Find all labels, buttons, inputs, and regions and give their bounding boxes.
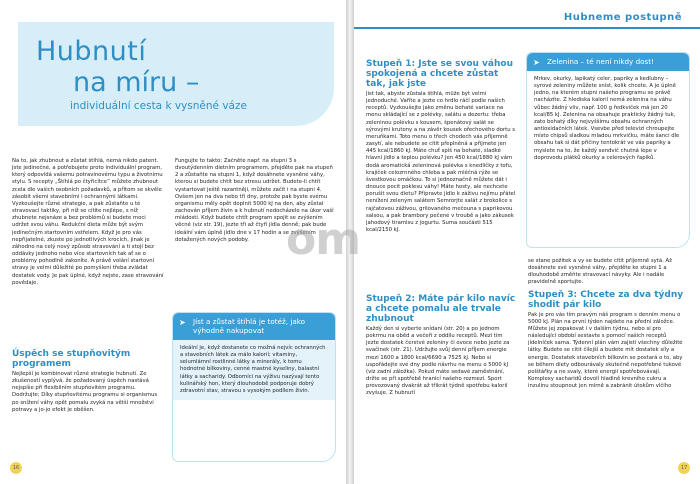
arrow-right-icon: ➤ [533, 58, 540, 67]
right-column-2 [528, 258, 688, 466]
page-number-right: 17 [678, 462, 690, 474]
page-title-line1: Hubnutí [36, 36, 147, 67]
watermark-logo: om [286, 214, 361, 265]
section-heading-stepwise: Úspěch se stupňovitým programem [12, 349, 131, 369]
page-title-line2: na míru – [73, 67, 200, 98]
step2-paragraph: Každý den si vyberte snídani (str. 20) a po jednom pokrmu na oběd a večeři z oddílu receptů. Mezi tím jezte dostatek čerstvé zeleniny či ovoce nebo jezte za svačinek (str. 21). Udržujte svůj denní příjem energie mezi 1600 a 1800 kcal/6690 a 7525 kJ. Nebo si uspořádejte své dny podle návrhu na menu o 5000 kJ (viz zadní záložka). Pokud máte sedavé zaměstnání, držte se při spotřebě hranicí našeho rozmezí. Sport provozovaný dvakrát až třikrát týdně spotřebu kalorií zvyšuje. Z hubnutí [366, 326, 510, 397]
page-number-left: 16 [10, 462, 22, 474]
tip-box [172, 312, 336, 462]
vegetables-header [527, 53, 689, 71]
tip-title: Jíst a zůstat štíhlá je totéž, jako výhodně nakupovat [193, 317, 306, 335]
stepwise-paragraph: Nejlepší je kombinovat různé strategie hubnutí. Ze zkušeností vyplývá, že požadovaný úspěch nastává nejspíše při flexibilním stupňovitém programu. Dodržujte; Díky stupňovitému programu si organismus po snížení váhy opět pomalu zvyká na větší množství potravy a jo-jo efekt je oběšen. [12, 371, 158, 413]
right-page [354, 0, 700, 484]
step3-paragraph: Pak je pro vás tím pravým náš program s denním menu o 5000 kJ. Plán na první týden najdete na přední záložce. Můžete jej zopakovat i v dalším týdnu, nebo si pro následující období sestavte s pomocí našich receptů jídelníček sama. Týdenní plán vám zajistí všechny důležité látky. Budete se cítit čilejší a budete mít dostatek síly a energie. Dostatek stavebních bílkovin se postará o to, aby se během diety odbourávaly skutečně nepotřebné tukové polštářky a ne svaly, které energii spotřebovávají. Komplexy sacharidů dovolí hladině krevního cukru a inzulínu stoupnout jen mírně a zabránit útokům vlčího [528, 311, 683, 390]
step1-heading: Stupeň 1: Jste se svou váhou spokojená a chcete zůstat tak, jak jste [366, 59, 513, 89]
right-column-1 [366, 56, 516, 466]
vegetables-box [526, 52, 690, 248]
header-rule [354, 27, 700, 29]
vegetables-title: Zelenina – té není nikdy dost! [547, 57, 654, 66]
tip-header [173, 313, 335, 340]
arrow-right-icon: ➤ [179, 318, 186, 327]
step2-heading: Stupeň 2: Máte pár kilo navíc a chcete pomalu ale trvale zhubnout [366, 294, 516, 324]
intro-paragraph: Na to, jak zhubnout a zůstat štíhlá, nemá nikdo patent. Jste jedinečné, a potřebujete proto individuální program, který odpovídá vašemu potravinovému typu a životnímu stylu. S recepty „Štíhlá po čtyřicítce“ můžete zhubnout zcela dle vašich osobních požadavků, a přitom se skvěle zásobit všemi stavebními i ochrannými látkami. Vyzkoušejte různé strategie, a pak zůstaňte u té stravovací taktiky, při níž se cítíte nejlépe, s níž zhubnete nejsnáze a bez problémů si budete moci udržet svou váhu. Redukční dieta může být svým jedinečným startovním vstřelem. Když je pro vás nepřijatelné, zkuste po jednotlivých krocích, jinak je záhodno na celý nový způsob stravování a ti stojí bez oddávky jednoho nebo více startovních tak ať se o problémy pohodlně zakoníte. A právě volání startovní stravy je velmi důležité po pomyšlení třeba zvládat dostatek vody. Je pak úplné, když nejste, zase stravování povědaje. [12, 158, 164, 286]
page-subtitle: individuální cesta k vysněné váze [70, 100, 247, 112]
tip-body: Ideální je, když dostanete co možná nejvíc ochranných a stavebních látek za málo kalorií; vitaminy, selumlámní rostlinné látky a minerály, k tomu hodnotné bílkoviny, cenné mastné kyseliny, balastní látky a sacharidy. Odborníci na výživu nazývají tento kulinářský hon, který dlouhodobě podporuje dobrý zdravotní stav, stravou s vysokým podílem živin. [173, 340, 335, 400]
step1-paragraph: Jíst tak, abyste zůstala štíhlá, může být velmi jednoduché. Vaříte a jezte co hrdlo ráčí podle našich receptů. Vyzkoušejte jako změnu bohaté variace na menu skládající se z polévky, salátu a dezertu: třeba zeleninou polévku s kousem, špenátový salát se sýrovými krutony a na závěr kousek ořechového dortu s meruňkami. Toto menu o třech chodech vás příjemně zasytí, ale nebudete se cítit přeplněná a přijmete jen 445 kcal/1860 kJ. Máte chuť spíš na bohaté, sladké hlavní jídlo a teplou polévku? Jen 450 kcal/1880 kJ vám dodá aromatická zeleninová polévka s knedlíčky z tofu, krajíček celozrnného chleba a pak mléčná rýže se švestkovou omáčkou. To si jednoznačně můžete dát i dnouce pocit poklesu váhy! Máte hosty, ale nechcete porušit svou dietu? Připravte jídlo k záživu nejímu přátel nenížení zeleným salátem Semrorjte salát z brokolice s rajčatovou záživou, grilovaného mečouna s paprikovou salsou, a pak brambory pečené v troubě a jako zákusek jahodový tiramisu z jogurtu. Suma součásti 515 kcal/2150 kJ. [366, 91, 516, 233]
step3-heading: Stupeň 3: Chcete za dva týdny shodit pár kilo [528, 289, 684, 310]
vegetables-body: Mrkev, okurky, lapikatý celer, papriky a kedlubny – syrové zeleniny můžete sníst, kolik chcete. A je úplně jedno, na kterém stupni našeho programu se právě nacházíte. Z hlediska kalorií nemá zelenina na váhu vůbec žádný vliv, např. 100 g ředkviček má jen 20 kcal/85 kJ. Zelenina na obsahuje prakticky žádný tuk, zato bohatý díky nejvyššímu obsahu ochranných antioxidačních látek. Vsevbe před televizí chroupejte místo chipsů sladkou mladou mrkvičku, máte šanci dle obsahu tak si dát příčiny tentokrát ve vás papriky a myslete na to, že každý sendvič chutná lépe v doprovodu plátků okurky a celerových řapíků. [527, 71, 689, 167]
running-title: Hubneme postupně [563, 12, 682, 23]
step2-continued: se stane požitek a vy se budete cítit příjemně sytá. Až dosáhnete své vysněné váhy, přejděte ke stupni 1 a dlouhodobě změňte stravovací návyky. Ale i nadále pravidelně sportujte. [528, 258, 672, 286]
left-column-1 [12, 158, 164, 458]
how-it-works-paragraph: Fungujte to takto: Začněte např. na stupni 3 s dvoutýdenním dietním programem, přejděte pak na stupeň 2 a zůstaňte na stupni 1, když dosáhnete vysněné váhy, kterou si budete chtít bez stresu udržet. Budete-li chtít vystartovat ještě razantněji, můžete začít i na stupni 4. Ovšem jen na dva nebo tři dny, protože pak byste svému organismu měly opět doplnit 5000 kJ na den, aby zůstal zachován příjem živin a k hubnutí nedocházelo na úkor vaší mládosti. Když budete chtít program spojit se zvýšením věcné (viz str. 19), jezte tři až čtyři jídla denně; pak bude ideální vám úplně jídlo dne v 17 hodin a se zvýšením dotažených nových podoby. [175, 158, 334, 243]
